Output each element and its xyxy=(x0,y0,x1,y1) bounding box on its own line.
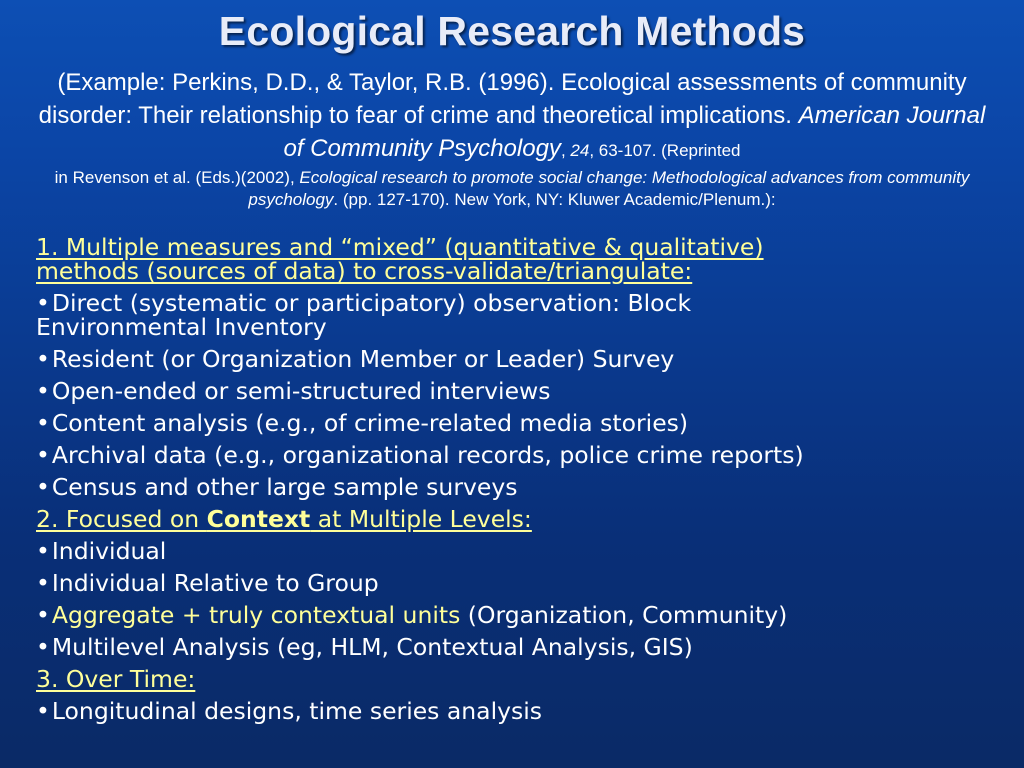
bullet-text: Resident (or Organization Member or Leader) Survey xyxy=(51,345,675,373)
bullet-text: Longitudinal designs, time series analysis xyxy=(51,697,543,725)
slide-body xyxy=(36,231,996,723)
bullet-item xyxy=(36,635,996,659)
bullet-icon: • xyxy=(36,345,50,373)
bullet-item xyxy=(36,571,996,595)
bullet-icon: • xyxy=(36,377,50,405)
bullet-icon: • xyxy=(36,569,50,597)
section-3-heading xyxy=(36,667,996,691)
bullet-icon: • xyxy=(36,409,50,437)
bullet-item xyxy=(36,443,996,467)
bullet-text: Multilevel Analysis (eg, HLM, Contextual Analysis, GIS) xyxy=(51,633,693,661)
bullet-icon: • xyxy=(36,441,50,469)
citation-block-main xyxy=(30,66,994,167)
section-2-heading-prefix: 2. Focused on xyxy=(36,505,207,533)
section-1-heading-line-1: 1. Multiple measures and “mixed” (quantitative & qualitative) xyxy=(36,233,764,261)
citation-text: (Example: Perkins, D.D., & Taylor, R.B. (1996). Ecological assessments of community disorder: Their relationship to fear of crime and theoretical implications. xyxy=(38,69,967,129)
bullet-item xyxy=(36,603,996,627)
slide-title: Ecological Research Methods xyxy=(218,8,806,54)
bullet-text: Census and other large sample surveys xyxy=(51,473,518,501)
bullet-item xyxy=(36,475,996,499)
bullet-icon: • xyxy=(36,601,50,629)
bullet-item xyxy=(36,379,996,403)
citation-pages: , 63-107. (Reprinted xyxy=(589,141,741,160)
bullet-text-highlight: Aggregate + truly contextual units xyxy=(51,601,461,629)
bullet-item-cont xyxy=(36,315,996,339)
citation-book-title: Ecological research to promote social change: Methodological advances from community psychology xyxy=(248,168,970,209)
citation-separator: , xyxy=(560,141,571,160)
citation-volume: 24 xyxy=(570,141,590,160)
bullet-text: Open-ended or semi-structured interviews xyxy=(51,377,551,405)
section-1-heading xyxy=(36,235,996,259)
bullet-item xyxy=(36,539,996,563)
citation-journal: American Journal of Community Psychology xyxy=(283,102,986,162)
bullet-item xyxy=(36,347,996,371)
bullet-text: Individual Relative to Group xyxy=(51,569,379,597)
section-1-heading-cont xyxy=(36,259,996,283)
section-2-heading xyxy=(36,507,996,531)
bullet-icon: • xyxy=(36,633,50,661)
bullet-text: Individual xyxy=(51,537,167,565)
bullet-icon: • xyxy=(36,473,50,501)
citation-reprint-suffix: . (pp. 127-170). New York, NY: Kluwer Academic/Plenum.): xyxy=(333,190,776,209)
bullet-text: (Organization, Community) xyxy=(460,601,788,629)
bullet-text: Archival data (e.g., organizational records, police crime reports) xyxy=(51,441,804,469)
citation-reprint-prefix: in Revenson et al. (Eds.)(2002), xyxy=(54,168,300,187)
section-3-heading-text: 3. Over Time: xyxy=(36,665,196,693)
bullet-icon: • xyxy=(36,289,50,317)
citation-block-reprint xyxy=(30,167,994,211)
bullet-text: Environmental Inventory xyxy=(36,313,327,341)
section-2-heading-suffix: at Multiple Levels: xyxy=(310,505,532,533)
bullet-item xyxy=(36,411,996,435)
section-2-heading-context: Context xyxy=(206,505,311,533)
section-1-heading-line-2: methods (sources of data) to cross-validate/triangulate: xyxy=(36,257,693,285)
bullet-item xyxy=(36,699,996,723)
bullet-icon: • xyxy=(36,537,50,565)
bullet-icon: • xyxy=(36,697,50,725)
bullet-item xyxy=(36,291,996,315)
bullet-text: Content analysis (e.g., of crime-related media stories) xyxy=(51,409,689,437)
bullet-text: Direct (systematic or participatory) observation: Block xyxy=(51,289,692,317)
